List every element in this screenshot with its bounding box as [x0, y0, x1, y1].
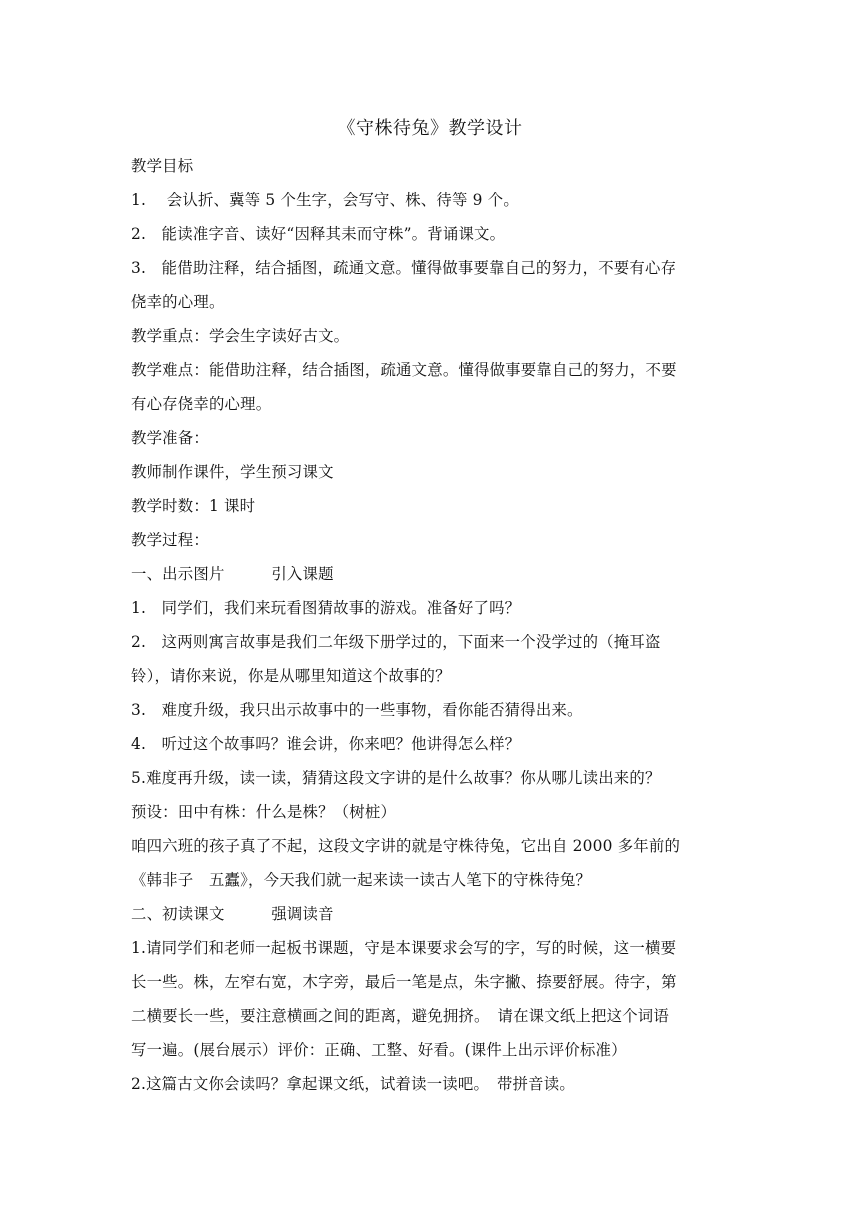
teaching-preparation-text: 教师制作课件，学生预习课文 — [131, 463, 334, 481]
preset-answer: 预设：田中有株：什么是株？（树桩） — [131, 803, 397, 821]
document-body — [131, 149, 731, 1101]
section-two-heading: 二、初读课文 强调读音 — [131, 905, 334, 923]
teaching-difficulty-line-1: 教学难点：能借助注释，结合插图，疏通文意。懂得做事要靠自己的努力，不要 — [131, 361, 677, 379]
teaching-hours: 教学时数：1 课时 — [131, 497, 256, 515]
objective-item-2: 2. 能读准字音、读好“因释其耒而守株”。背诵课文。 — [131, 225, 506, 243]
reading-step-1-line-4: 写一遍。(展台展示）评价：正确、工整、好看。(课件上出示评价标准） — [131, 1041, 627, 1059]
document-title: 《守株待兔》教学设计 — [337, 118, 523, 139]
teaching-process-heading: 教学过程： — [131, 531, 209, 549]
section-heading-objectives: 教学目标 — [131, 157, 194, 175]
objective-item-1: 1. 会认折、冀等 5 个生字，会写守、株、待等 9 个。 — [131, 191, 519, 209]
teaching-difficulty-line-2: 有心存侥幸的心理。 — [131, 395, 272, 413]
teaching-preparation-heading: 教学准备： — [131, 429, 209, 447]
process-step-5: 5.难度再升级，读一读，猜猜这段文字讲的是什么故事？你从哪儿读出来的？ — [131, 769, 661, 787]
reading-step-1-line-2: 长一些。株，左窄右宽，木字旁，最后一笔是点，朱字撇、捺要舒展。待字，第 — [131, 973, 677, 991]
objective-item-3-line-1: 3. 能借助注释，结合插图，疏通文意。懂得做事要靠自己的努力，不要有心存 — [131, 259, 677, 277]
process-step-3: 3. 难度升级，我只出示故事中的一些事物，看你能否猜得出来。 — [131, 701, 583, 719]
process-step-4: 4. 听过这个故事吗？谁会讲，你来吧？他讲得怎么样？ — [131, 735, 521, 753]
intro-paragraph-line-1: 咱四六班的孩子真了不起，这段文字讲的就是守株待兔，它出自 2000 多年前的 — [131, 837, 681, 855]
process-step-1: 1. 同学们，我们来玩看图猜故事的游戏。准备好了吗？ — [131, 599, 521, 617]
teaching-focus: 教学重点：学会生字读好古文。 — [131, 327, 350, 345]
process-step-2-line-1: 2. 这两则寓言故事是我们二年级下册学过的，下面来一个没学过的（掩耳盗 — [131, 633, 661, 651]
reading-step-1-line-3: 二横要长一些，要注意横画之间的距离，避免拥挤。 请在课文纸上把这个词语 — [131, 1007, 669, 1025]
process-step-2-line-2: 铃），请你来说，你是从哪里知道这个故事的？ — [131, 667, 451, 685]
section-one-heading: 一、出示图片 引入课题 — [131, 565, 334, 583]
reading-step-1-line-1: 1.请同学们和老师一起板书课题，守是本课要求会写的字，写的时候，这一横要 — [131, 939, 677, 957]
reading-step-2: 2.这篇古文你会读吗？拿起课文纸，试着读一读吧。 带拼音读。 — [131, 1075, 575, 1093]
objective-item-3-line-2: 侥幸的心理。 — [131, 293, 225, 311]
intro-paragraph-line-2: 《韩非子 五蠹》，今天我们就一起来读一读古人笔下的守株待兔？ — [131, 871, 592, 889]
